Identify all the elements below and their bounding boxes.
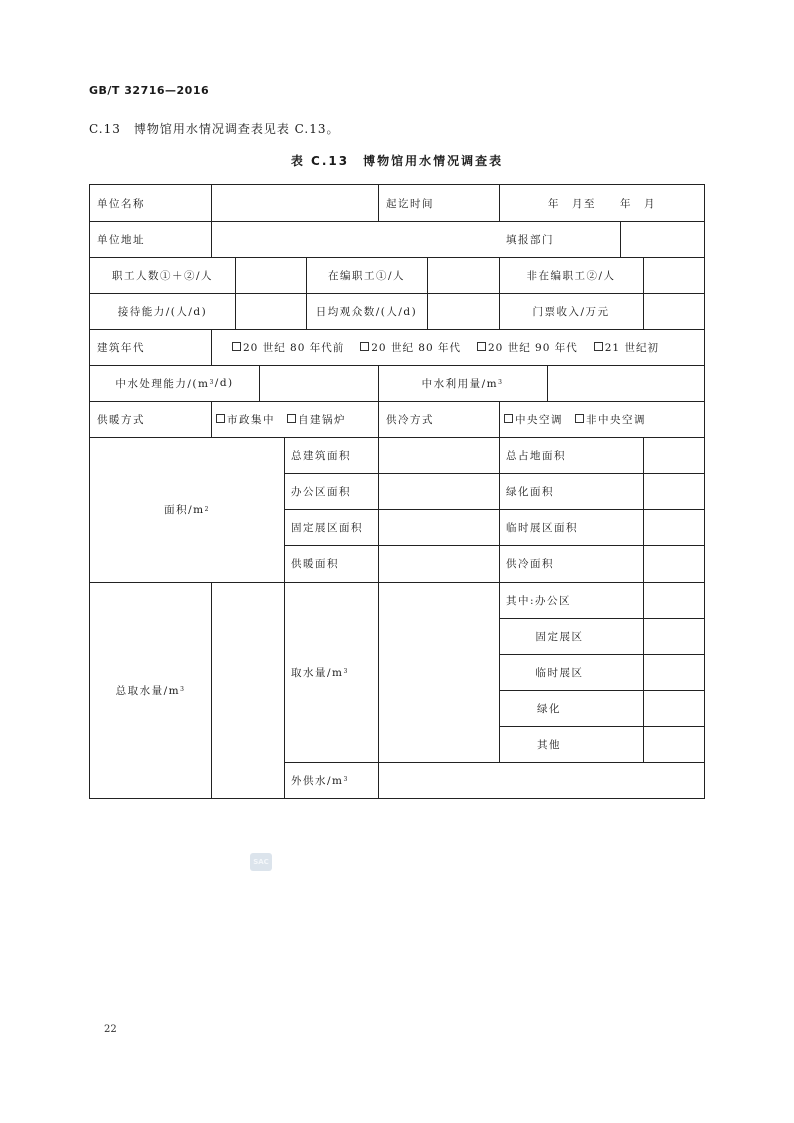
checkbox-icon[interactable] bbox=[216, 414, 225, 423]
area-item-left: 办公区面积 bbox=[291, 485, 351, 498]
off-staff-label: 非在编职工②/人 bbox=[526, 269, 616, 282]
survey-table bbox=[89, 184, 705, 799]
time-range-label: 起讫时间 bbox=[386, 197, 434, 210]
area-item-right: 供冷面积 bbox=[506, 558, 554, 570]
cooling-option-noncentral[interactable]: 非中央空调 bbox=[575, 412, 646, 427]
area-item-right: 总占地面积 bbox=[506, 449, 566, 462]
breakdown-item: 固定展区 bbox=[535, 630, 584, 643]
heating-mode-label: 供暖方式 bbox=[97, 413, 145, 426]
date-range-text: 年 月至 年 月 bbox=[548, 197, 656, 210]
area-item-left: 供暖面积 bbox=[291, 558, 339, 570]
build-era-options bbox=[232, 329, 702, 365]
intro-paragraph: C.13 博物馆用水情况调查表见表 C.13。 bbox=[89, 122, 340, 136]
breakdown-item: 绿化 bbox=[537, 702, 561, 715]
checkbox-icon[interactable] bbox=[575, 414, 584, 423]
on-staff-label: 在编职工①/人 bbox=[327, 269, 406, 282]
checkbox-icon[interactable] bbox=[504, 414, 513, 423]
filling-dept-label: 填报部门 bbox=[506, 233, 554, 246]
heating-option-municipal[interactable]: 市政集中 bbox=[216, 412, 275, 427]
breakdown-item: 其中:办公区 bbox=[506, 594, 572, 607]
external-supply-label: 外供水/m 3 bbox=[291, 774, 349, 787]
page-number: 22 bbox=[104, 1024, 117, 1035]
standard-code: GB/T 32716—2016 bbox=[89, 84, 210, 97]
unit-address-label: 单位地址 bbox=[97, 233, 145, 246]
heating-options bbox=[216, 401, 376, 437]
sac-watermark: SAC bbox=[250, 853, 272, 871]
breakdown-item: 临时展区 bbox=[535, 666, 584, 679]
total-intake-label: 总取水量/m 3 bbox=[115, 684, 186, 697]
cooling-options bbox=[504, 401, 702, 437]
reclaim-use-label: 中水利用量/m 3 bbox=[421, 377, 504, 390]
era-option-4[interactable]: 21 世纪初 bbox=[594, 340, 659, 355]
area-item-left: 总建筑面积 bbox=[291, 449, 351, 462]
heating-option-boiler[interactable]: 自建锅炉 bbox=[287, 412, 346, 427]
daily-visitors-label: 日均观众数/(人/d) bbox=[315, 305, 418, 318]
intake-label: 取水量/m 3 bbox=[291, 666, 349, 679]
area-item-right: 绿化面积 bbox=[506, 485, 554, 498]
ticket-income-label: 门票收入/万元 bbox=[532, 305, 610, 318]
staff-count-label: 职工人数①＋②/人 bbox=[111, 269, 214, 282]
build-era-label: 建筑年代 bbox=[97, 341, 145, 354]
checkbox-icon[interactable] bbox=[477, 342, 486, 351]
cooling-option-central[interactable]: 中央空调 bbox=[504, 412, 563, 427]
table-title: 表 C.13 博物馆用水情况调查表 bbox=[290, 154, 504, 168]
area-item-left: 固定展区面积 bbox=[291, 521, 363, 534]
area-item-right: 临时展区面积 bbox=[506, 521, 578, 534]
era-option-3[interactable]: 20 世纪 90 年代 bbox=[477, 340, 578, 355]
checkbox-icon[interactable] bbox=[360, 342, 369, 351]
unit-name-label: 单位名称 bbox=[97, 197, 145, 210]
breakdown-item: 其他 bbox=[537, 738, 561, 751]
area-label: 面积/m 2 bbox=[164, 504, 210, 516]
era-option-2[interactable]: 20 世纪 80 年代 bbox=[360, 340, 461, 355]
cooling-mode-label: 供冷方式 bbox=[386, 413, 434, 426]
checkbox-icon[interactable] bbox=[232, 342, 241, 351]
checkbox-icon[interactable] bbox=[594, 342, 603, 351]
checkbox-icon[interactable] bbox=[287, 414, 296, 423]
reception-capacity-label: 接待能力/(人/d) bbox=[117, 305, 208, 318]
reclaim-capacity-label: 中水处理能力/(m 3 /d) bbox=[115, 377, 234, 390]
era-option-1[interactable]: 20 世纪 80 年代前 bbox=[232, 340, 344, 355]
